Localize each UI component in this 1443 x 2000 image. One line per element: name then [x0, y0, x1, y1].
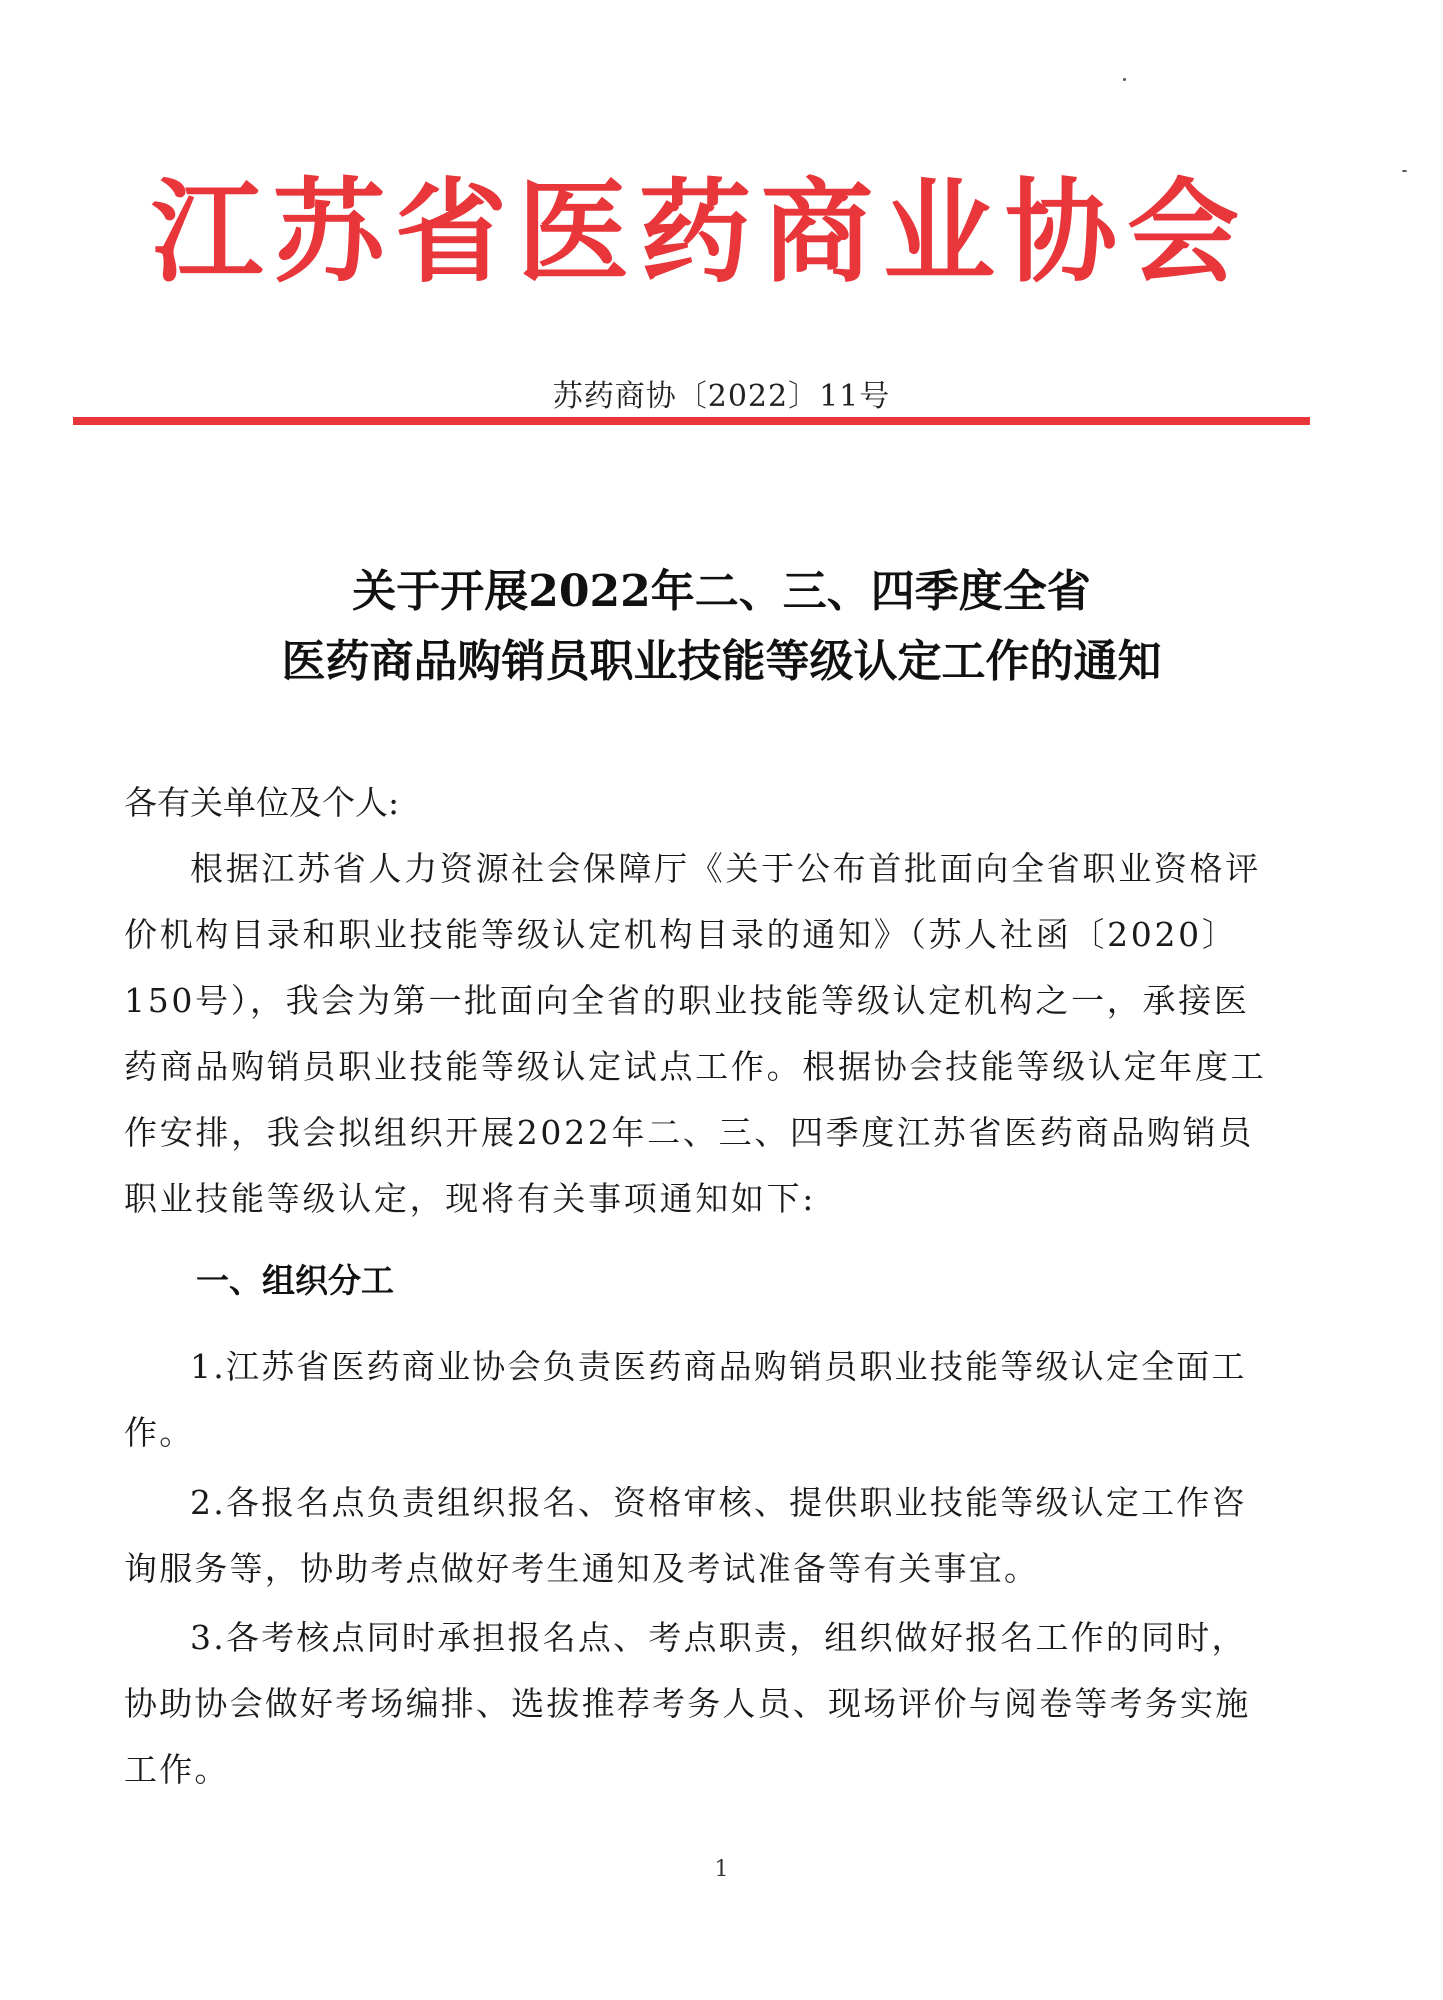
salutation: 各有关单位及个人:: [124, 783, 400, 822]
section-heading-organization: 一、组织分工: [196, 1261, 394, 1300]
list-item: 3.各考核点同时承担报名点、考点职责，组织做好报名工作的同时，协助协会做好考场编排、选拔推荐考务人员、现场评价与阅卷等考务实施工作。: [124, 1618, 1251, 1789]
list-item: 1.江苏省医药商业协会负责医药商品购销员职业技能等级认定全面工作。: [124, 1347, 1247, 1452]
notice-title-line-2: 医药商品购销员职业技能等级认定工作的通知: [281, 636, 1162, 687]
intro-paragraph: 根据江苏省人力资源社会保障厅《关于公布首批面向全省职业资格评价机构目录和职业技能等级认定机构目录的通知》（苏人社函〔2020〕150号），我会为第一批面向全省的职业技能等级认定机构之一，承接医药商品购销员职业技能等级认定试点工作。根据协会技能等级认定年度工作安排，我会拟组织开展2022年二、三、四季度江苏省医药商品购销员职业技能等级认定，现将有关事项通知如下:: [124, 849, 1267, 1218]
scan-speck: [1402, 170, 1407, 172]
notice-title-line-1: 关于开展2022年二、三、四季度全省: [352, 566, 1091, 617]
page-number: 1: [714, 1857, 729, 1882]
list-item: 2.各报名点负责组织报名、资格审核、提供职业技能等级认定工作咨询服务等，协助考点做好考生通知及考试准备等有关事宜。: [124, 1483, 1247, 1588]
scan-speck: [1123, 78, 1126, 81]
letterhead-divider: [73, 417, 1310, 425]
document-number: 苏药商协〔2022〕11号: [552, 379, 891, 414]
organization-letterhead: 江苏省医药商业协会: [151, 168, 1249, 298]
